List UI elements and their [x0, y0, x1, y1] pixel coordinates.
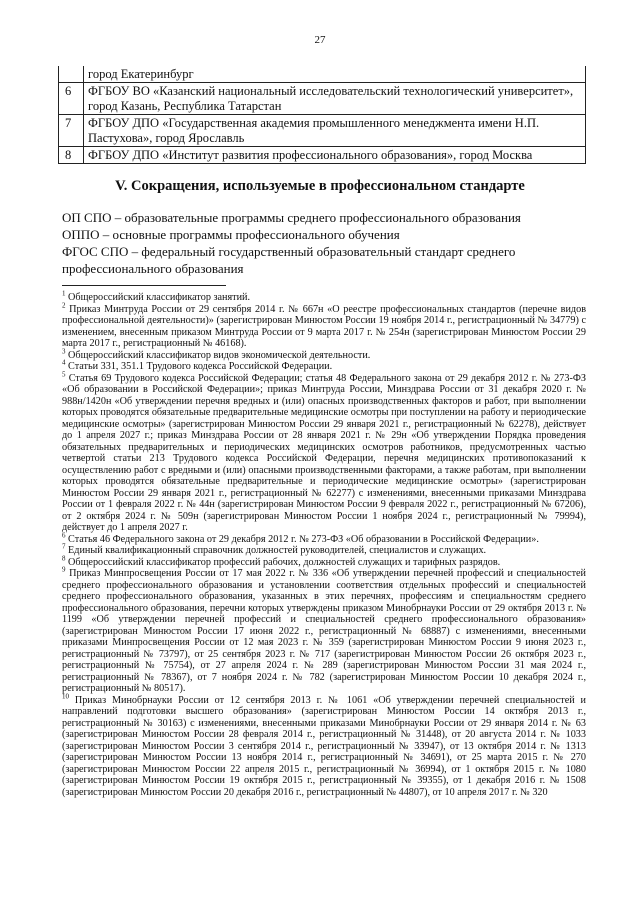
row-text: ФГБОУ ВО «Казанский национальный исследовательский технологический университет», город Казань, Республика Татарстан — [84, 83, 586, 115]
footnote-text: Приказ Минтруда России от 29 сентября 2014 г. № 667н «О реестре профессиональных стандартов (перечне видов профессиональной деятельности)» (зарегистрирован Минюстом России 19 ноября 2014 г., регистрационный № 34779) с изменением, внесенным приказом Минтруда России от 9 марта 2017 г. № 254н (зарегистрирован Минюстом России 29 марта 2017 г., регистрационный № 46168). — [62, 303, 586, 349]
footnote — [62, 565, 587, 695]
footnote-text: Статья 69 Трудового кодекса Российской Федерации; статья 48 Федерального закона от 29 декабря 2012 г. № 273-ФЗ «Об образовании в Российской Федерации»; приказ Минтруда России, Минздрава России от 31 декабря 2020 г. № 988н/1420н «Об утверждении перечня вредных и (или) опасных производственных факторов и работ, при выполнении которых проводятся обязательные предварительные медицинские осмотры при поступлении на работу и периодические медицинские осмотры» (зарегистрирован Минюстом России 29 января 2021 г., регистрационный № 62278), действует до 1 апреля 2027 г.; приказ Минздрава России от 28 января 2021 г. № 29н «Об утверждении Порядка проведения обязательных предварительных и периодических медицинских осмотров работников, предусмотренных частью четвертой статьи 213 Трудового кодекса Российской Федерации, перечня медицинских противопоказаний к осуществлению работ с вредными и (или) опасными производственными факторами, а также работам, при выполнении которых проводятся обязательные предварительные и периодические медицинские осмотры» (зарегистрирован Минюстом России 29 января 2021 г., регистрационный № 62277) с изменениями, внесенными приказами Минздрава России от 1 февраля 2022 г. № 44н (зарегистрирован Минюстом России 9 февраля 2022 г., регистрационный № 67206), от 2 октября 2024 г. № 509н (зарегистрирован Минюстом России 1 ноября 2024 г., регистрационный № 79994), действует до 1 апреля 2027 г. — [62, 372, 586, 533]
abbreviation-item: ФГОС СПО – федеральный государственный образовательный стандарт среднего профессионального образования — [62, 244, 516, 276]
abbreviation-item: ОП СПО – образовательные программы среднего профессионального образования — [62, 210, 521, 225]
footnote-marker: 5 — [62, 370, 66, 379]
row-number — [59, 66, 84, 83]
organizations-table — [58, 66, 586, 164]
footnote-text: Приказ Минобрнауки России от 12 сентября 2013 г. № 1061 «Об утверждении перечней специальностей и направлений подготовки высшего образования» (зарегистрирован Минюстом России 14 октября 2013 г., регистрационный № 30163) с изменениями, внесенными приказами Минобрнауки России от 29 января 2014 г. № 63 (зарегистрирован Минюстом России 28 февраля 2014 г., регистрационный № 31448), от 20 августа 2014 г. № 1033 (зарегистрирован Минюстом России 3 сентября 2014 г., регистрационный № 33947), от 13 октября 2014 г. № 1313 (зарегистрирован Минюстом России 13 ноября 2014 г., регистрационный № 34691), от 25 марта 2015 г. № 270 (зарегистрирован Минюстом России 22 апреля 2015 г., регистрационный № 36994), от 1 октября 2015 г. № 1080 (зарегистрирован Минюстом России 19 октября 2015 г., регистрационный № 39355), от 1 декабря 2016 г. № 1508 (зарегистрирован Минюстом России 20 декабря 2016 г., регистрационный № 44807), от 10 апреля 2017 г. № 320 — [62, 694, 587, 798]
footnote — [62, 358, 586, 373]
footnote — [62, 692, 587, 799]
footnote-marker: 2 — [62, 301, 66, 310]
footnote-marker: 10 — [62, 692, 69, 701]
footnote-marker: 4 — [62, 358, 66, 367]
footnotes — [62, 289, 587, 798]
footnote — [62, 542, 586, 557]
table-row — [59, 147, 586, 164]
abbreviations-list — [62, 209, 590, 277]
footnote — [62, 289, 586, 304]
footnote-marker: 6 — [62, 531, 66, 540]
footnote-text: Статья 46 Федерального закона от 29 декабря 2012 г. № 273-ФЗ «Об образовании в Российской Федерации». — [68, 533, 539, 545]
footnote-text: Общероссийский классификатор занятий. — [68, 292, 251, 303]
footnote-marker: 8 — [62, 554, 66, 563]
footnote — [62, 531, 586, 546]
footnote-text: Общероссийский классификатор профессий рабочих, должностей служащих и тарифных разрядов. — [68, 556, 501, 568]
table-row — [59, 83, 586, 115]
footnote-text: Общероссийский классификатор видов экономической деятельности. — [68, 349, 371, 361]
footnote — [62, 370, 586, 534]
footnote-text: Приказ Минпросвещения России от 17 мая 2022 г. № 336 «Об утверждении перечней профессий и специальностей среднего профессионального образования и установлении соответствия отдельных профессий и специальностей среднего профессионального образования, указанных в этих перечнях, профессиям и специальностям среднего профессионального образования, перечни которых утверждены приказом Минобрнауки России от 29 октября 2013 г. № 1199 «Об утверждении перечней профессий и специальностей среднего профессионального образования» (зарегистрирован Минюстом России 17 июня 2022 г., регистрационный № 68887) с изменениями, внесенными приказами Минпросвещения России от 12 мая 2023 г. № 359 (зарегистрирован Минюстом России 9 июня 2023 г., регистрационный № 73797), от 25 сентября 2023 г. № 717 (зарегистрирован Минюстом России 26 октября 2023 г., регистрационный № 75754), от 27 апреля 2024 г. № 289 (зарегистрирован Минюстом России 31 мая 2024 г., регистрационный № 78367), от 7 ноября 2024 г. № 782 (зарегистрирован Минюстом России 10 декабря 2024 г., регистрационный № 80517). — [62, 568, 587, 694]
footnote-text: Статьи 331, 351.1 Трудового кодекса Российской Федерации. — [68, 361, 333, 372]
page-number: 27 — [314, 34, 326, 46]
row-text: ФГБОУ ДПО «Государственная академия промышленного менеджмента имени Н.П. Пастухова», город Ярославль — [84, 115, 586, 147]
row-text: город Екатеринбург — [84, 66, 586, 83]
footnote-text: Единый квалификационный справочник должностей руководителей, специалистов и служащих. — [68, 545, 487, 556]
row-number: 6 — [59, 83, 84, 115]
footnote-marker: 1 — [62, 289, 66, 298]
footnote — [62, 347, 586, 362]
table-row — [59, 66, 586, 83]
footnote-marker: 9 — [62, 565, 66, 574]
abbreviation-item: ОППО – основные программы профессионального обучения — [62, 227, 400, 242]
row-number: 7 — [59, 115, 84, 147]
footnote — [62, 554, 586, 569]
footnote-marker: 3 — [62, 347, 66, 356]
footnote-separator — [62, 285, 226, 286]
row-text: ФГБОУ ДПО «Институт развития профессионального образования», город Москва — [84, 147, 586, 164]
section-title: V. Сокращения, используемые в профессиональном стандарте — [115, 178, 525, 194]
footnote-marker: 7 — [62, 542, 66, 551]
footnote — [62, 301, 586, 350]
row-number: 8 — [59, 147, 84, 164]
table-row — [59, 115, 586, 147]
